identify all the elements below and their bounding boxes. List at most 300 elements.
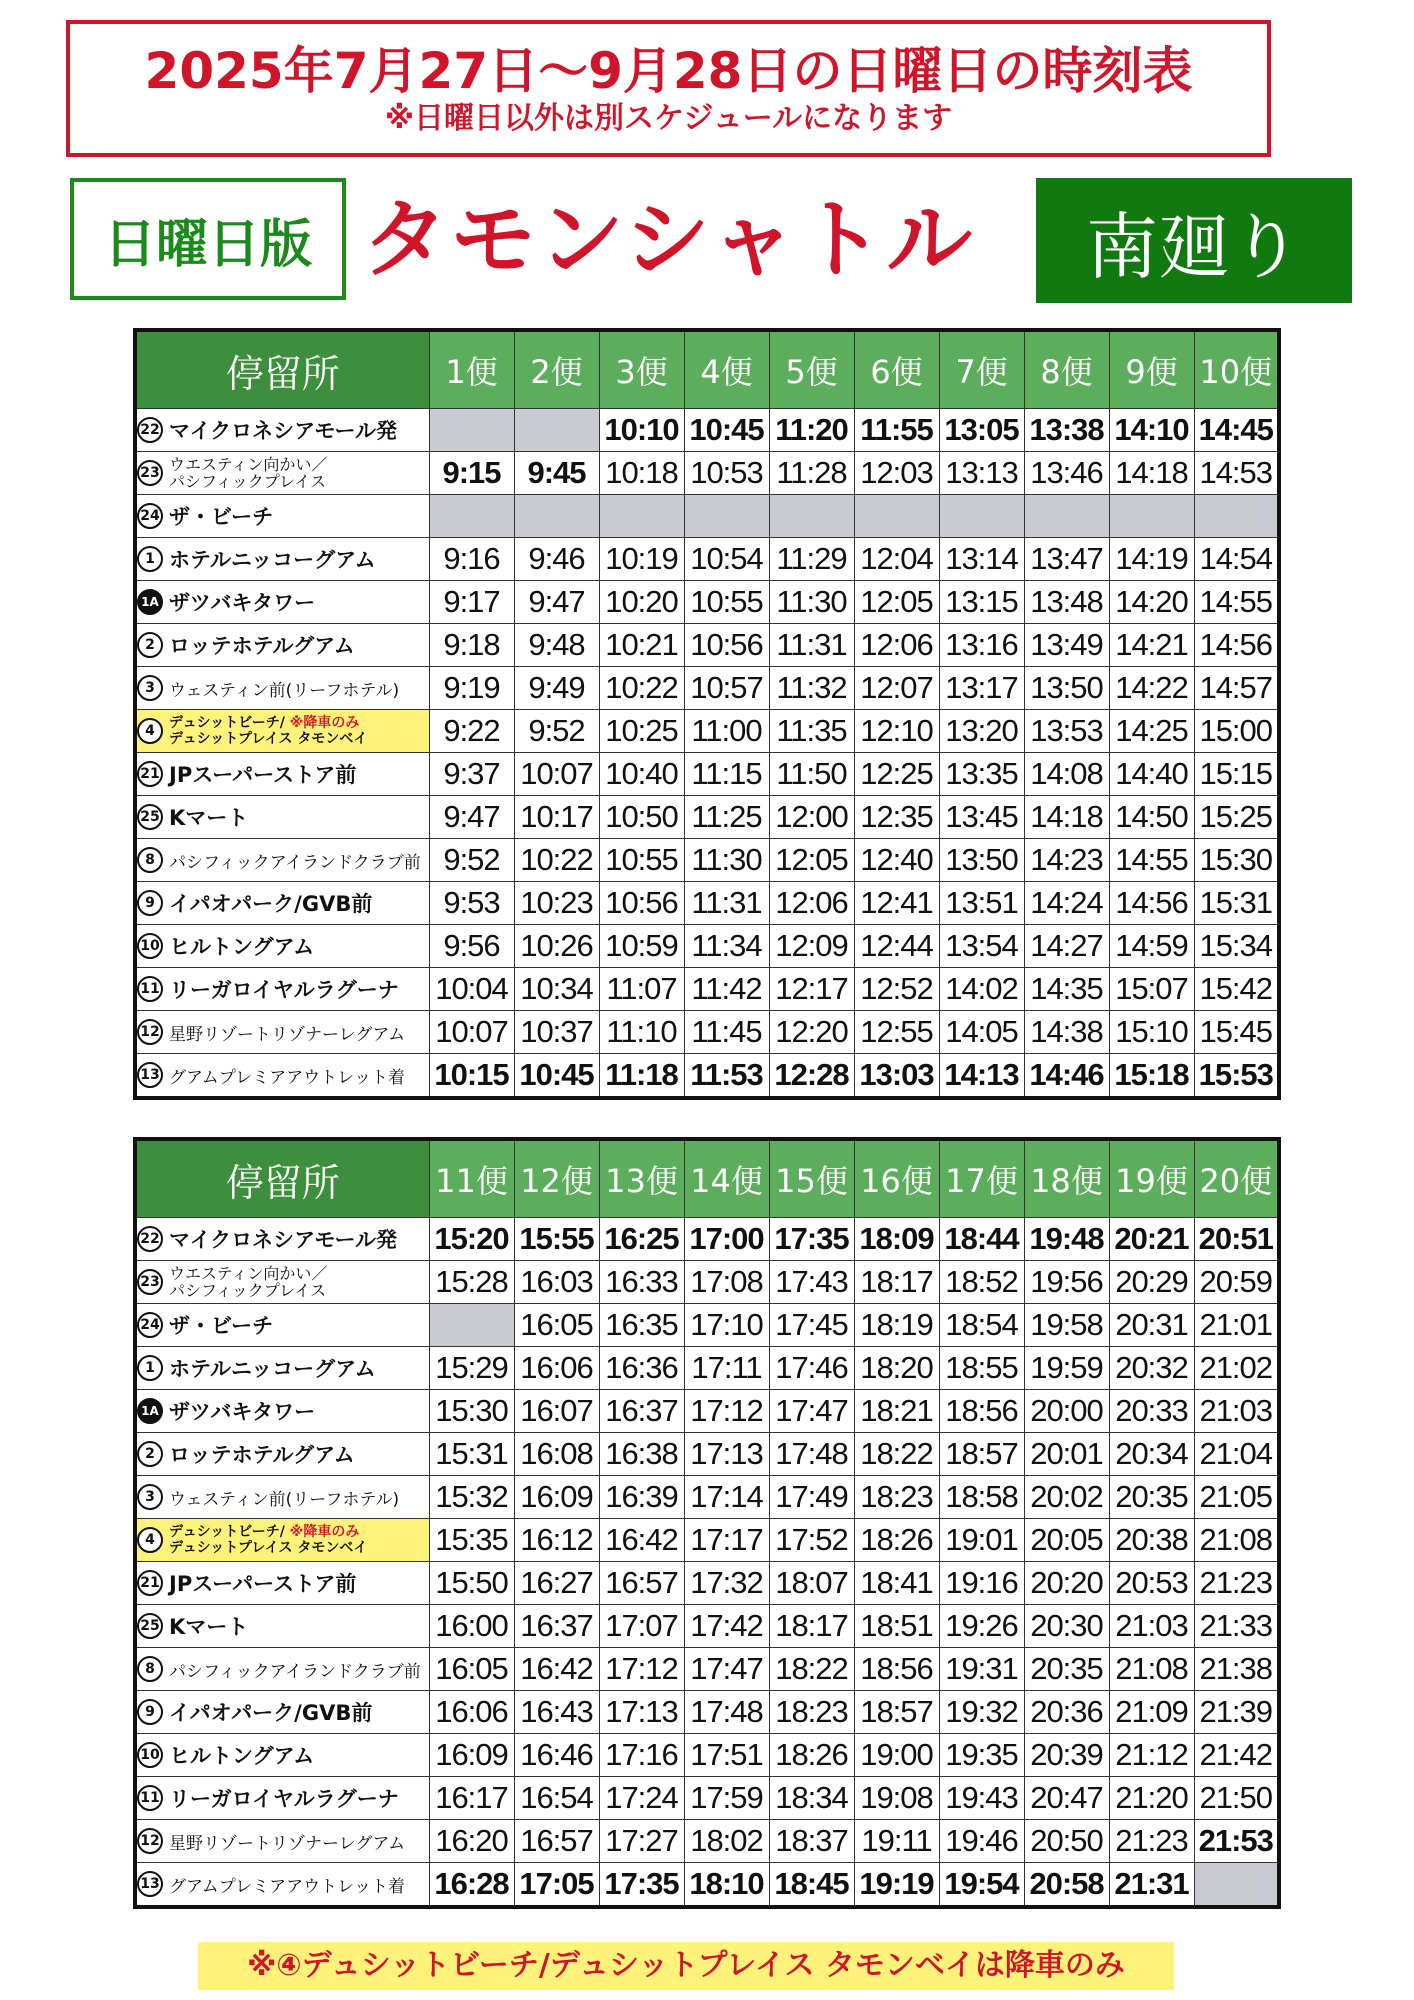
table-row [135,753,1279,796]
departure-time-cell: 18:45 [769,1863,854,1908]
stop-name-label: マイクロネシアモール発 [169,419,398,443]
departure-time-cell: 9:37 [429,753,514,796]
departure-time-cell: 15:18 [1109,1054,1194,1099]
stop-number-badge: 8 [137,1656,163,1682]
departure-time-cell [769,495,854,538]
departure-time-cell: 11:30 [684,839,769,882]
departure-time-cell: 17:14 [684,1476,769,1519]
stop-name-cell [135,1734,429,1777]
departure-time-cell: 13:17 [939,667,1024,710]
departure-time-cell: 9:53 [429,882,514,925]
stop-name-label: イパオパーク/GVB前 [169,892,373,916]
stop-name-label: Kマート [169,1615,249,1639]
trip-column-header: 16便 [854,1139,939,1218]
departure-time-cell: 14:54 [1194,538,1279,581]
trip-column-header: 18便 [1024,1139,1109,1218]
departure-time-cell: 14:45 [1194,409,1279,452]
stop-name-label: パシフィックアイランドクラブ前 [169,852,421,873]
stop-number-badge: 4 [137,718,163,744]
departure-time-cell: 12:35 [854,796,939,839]
stop-number-badge: 24 [137,1312,163,1338]
timetable-2 [133,1137,1281,1909]
departure-time-cell: 17:49 [769,1476,854,1519]
departure-time-cell: 20:32 [1109,1347,1194,1390]
departure-time-cell: 21:12 [1109,1734,1194,1777]
departure-time-cell: 10:26 [514,925,599,968]
departure-time-cell: 18:26 [854,1519,939,1562]
stop-name-cell [135,538,429,581]
departure-time-cell: 14:56 [1194,624,1279,667]
stop-name-label: ウェスティン前(リーフホテル) [169,680,400,701]
stop-number-badge: 8 [137,847,163,873]
departure-time-cell: 12:10 [854,710,939,753]
stop-number-badge: 1 [137,546,163,572]
departure-time-cell: 16:43 [514,1691,599,1734]
stop-number-badge: 13 [137,1871,163,1897]
departure-time-cell [514,495,599,538]
departure-time-cell: 15:00 [1194,710,1279,753]
stop-name-label: ザツバキタワー [169,1400,316,1424]
departure-time-cell: 21:20 [1109,1777,1194,1820]
departure-time-cell: 10:40 [599,753,684,796]
departure-time-cell: 17:48 [769,1433,854,1476]
departure-time-cell: 12:20 [769,1011,854,1054]
stop-name-cell [135,1605,429,1648]
departure-time-cell: 17:51 [684,1734,769,1777]
departure-time-cell: 17:13 [599,1691,684,1734]
departure-time-cell: 12:28 [769,1054,854,1099]
footer-note: ※④デュシットビーチ/デュシットプレイス タモンベイは降車のみ [198,1942,1174,1990]
route-badge: 南廻り [1036,178,1352,303]
departure-time-cell: 11:07 [599,968,684,1011]
stop-name-label: ホテルニッコーグアム [169,1357,376,1381]
departure-time-cell: 12:52 [854,968,939,1011]
departure-time-cell: 18:51 [854,1605,939,1648]
departure-time-cell: 20:39 [1024,1734,1109,1777]
departure-time-cell: 14:57 [1194,667,1279,710]
stop-number-badge: 10 [137,933,163,959]
table-row [135,1304,1279,1347]
departure-time-cell: 19:35 [939,1734,1024,1777]
departure-time-cell: 16:12 [514,1519,599,1562]
stop-name-cell [135,1261,429,1304]
table-row [135,1390,1279,1433]
departure-time-cell: 12:44 [854,925,939,968]
departure-time-cell: 11:20 [769,409,854,452]
table-row [135,882,1279,925]
departure-time-cell: 18:58 [939,1476,1024,1519]
departure-time-cell: 11:34 [684,925,769,968]
stop-number-badge: 2 [137,632,163,658]
departure-time-cell: 15:45 [1194,1011,1279,1054]
departure-time-cell: 14:24 [1024,882,1109,925]
departure-time-cell: 20:21 [1109,1218,1194,1261]
departure-time-cell: 10:18 [599,452,684,495]
departure-time-cell: 11:55 [854,409,939,452]
departure-time-cell: 9:47 [429,796,514,839]
stop-name-label: Kマート [169,806,249,830]
departure-time-cell: 16:33 [599,1261,684,1304]
departure-time-cell: 16:06 [429,1691,514,1734]
stop-number-badge: 3 [137,1484,163,1510]
departure-time-cell: 10:17 [514,796,599,839]
departure-time-cell: 20:58 [1024,1863,1109,1908]
departure-time-cell: 11:35 [769,710,854,753]
departure-time-cell: 18:21 [854,1390,939,1433]
table-row [135,1734,1279,1777]
departure-time-cell: 21:03 [1194,1390,1279,1433]
departure-time-cell: 12:25 [854,753,939,796]
stop-name-cell [135,1648,429,1691]
trip-column-header: 20便 [1194,1139,1279,1218]
departure-time-cell: 20:33 [1109,1390,1194,1433]
departure-time-cell: 16:20 [429,1820,514,1863]
stop-number-badge: 1A [137,1398,163,1424]
departure-time-cell: 16:27 [514,1562,599,1605]
departure-time-cell: 18:34 [769,1777,854,1820]
departure-time-cell: 13:20 [939,710,1024,753]
departure-time-cell: 11:32 [769,667,854,710]
departure-time-cell: 18:17 [854,1261,939,1304]
stop-name-label: ロッテホテルグアム [169,1443,355,1467]
departure-time-cell: 18:09 [854,1218,939,1261]
stop-number-badge: 24 [137,503,163,529]
departure-time-cell: 15:50 [429,1562,514,1605]
schedule-period-title: 2025年7月27日～9月28日の日曜日の時刻表 [144,42,1193,100]
departure-time-cell: 10:55 [684,581,769,624]
table-row [135,1519,1279,1562]
departure-time-cell: 14:40 [1109,753,1194,796]
trip-column-header: 4便 [684,330,769,409]
departure-time-cell: 10:56 [599,882,684,925]
departure-time-cell [514,409,599,452]
trip-column-header: 14便 [684,1139,769,1218]
departure-time-cell: 16:57 [514,1820,599,1863]
stop-number-badge: 23 [137,1269,163,1295]
table-row [135,667,1279,710]
departure-time-cell: 19:19 [854,1863,939,1908]
departure-time-cell: 15:29 [429,1347,514,1390]
departure-time-cell: 13:35 [939,753,1024,796]
departure-time-cell: 15:35 [429,1519,514,1562]
departure-time-cell: 12:06 [854,624,939,667]
departure-time-cell [429,495,514,538]
stop-name-label: 星野リゾートリゾナーレグアム [169,1024,406,1045]
departure-time-cell: 12:03 [854,452,939,495]
departure-time-cell: 15:10 [1109,1011,1194,1054]
departure-time-cell: 14:59 [1109,925,1194,968]
table-row [135,925,1279,968]
departure-time-cell: 16:25 [599,1218,684,1261]
departure-time-cell: 18:19 [854,1304,939,1347]
stop-name-cell [135,753,429,796]
stop-name-line2: パシフィックプレイス [169,1281,327,1300]
table-row [135,1011,1279,1054]
departure-time-cell: 9:19 [429,667,514,710]
stop-column-header: 停留所 [135,330,429,409]
departure-time-cell: 18:02 [684,1820,769,1863]
stop-name-line1: ウエスティン向かい／ [169,455,328,474]
departure-time-cell: 17:35 [769,1218,854,1261]
stop-name-cell [135,1691,429,1734]
stop-name-cell [135,409,429,452]
trip-column-header: 9便 [1109,330,1194,409]
stop-number-badge: 1 [137,1355,163,1381]
trip-column-header: 8便 [1024,330,1109,409]
table-row [135,839,1279,882]
departure-time-cell: 16:09 [429,1734,514,1777]
departure-time-cell: 17:52 [769,1519,854,1562]
departure-time-cell [1194,1863,1279,1908]
departure-time-cell: 19:16 [939,1562,1024,1605]
departure-time-cell: 14:19 [1109,538,1194,581]
departure-time-cell: 19:01 [939,1519,1024,1562]
table-row [135,1863,1279,1908]
stop-name-cell [135,1347,429,1390]
stop-name-cell [135,1011,429,1054]
departure-time-cell: 14:13 [939,1054,1024,1099]
departure-time-cell: 17:47 [684,1648,769,1691]
departure-time-cell [429,409,514,452]
trip-column-header: 2便 [514,330,599,409]
departure-time-cell: 15:31 [429,1433,514,1476]
departure-time-cell: 15:30 [1194,839,1279,882]
trip-column-header: 17便 [939,1139,1024,1218]
departure-time-cell: 14:23 [1024,839,1109,882]
departure-time-cell: 21:31 [1109,1863,1194,1908]
departure-time-cell: 21:01 [1194,1304,1279,1347]
departure-time-cell: 20:02 [1024,1476,1109,1519]
departure-time-cell: 20:51 [1194,1218,1279,1261]
departure-time-cell: 16:42 [599,1519,684,1562]
stop-name-line2: パシフィックプレイス [169,472,327,491]
departure-time-cell: 15:32 [429,1476,514,1519]
departure-time-cell: 14:38 [1024,1011,1109,1054]
departure-time-cell: 10:34 [514,968,599,1011]
departure-time-cell: 19:58 [1024,1304,1109,1347]
stop-name-label: ロッテホテルグアム [169,634,355,658]
departure-time-cell: 15:30 [429,1390,514,1433]
stop-number-badge: 3 [137,675,163,701]
table-row [135,1054,1279,1099]
stop-name-label: グアムプレミアアウトレット着 [169,1876,405,1897]
departure-time-cell: 11:15 [684,753,769,796]
departure-time-cell: 10:25 [599,710,684,753]
departure-time-cell: 13:54 [939,925,1024,968]
departure-time-cell [854,495,939,538]
trip-column-header: 11便 [429,1139,514,1218]
departure-time-cell: 14:18 [1109,452,1194,495]
table-row [135,1218,1279,1261]
stop-name-label: 星野リゾートリゾナーレグアム [169,1833,406,1854]
departure-time-cell: 17:11 [684,1347,769,1390]
departure-time-cell: 10:50 [599,796,684,839]
departure-time-cell: 9:18 [429,624,514,667]
stop-name-cell [135,710,429,753]
departure-time-cell: 10:20 [599,581,684,624]
stop-number-badge: 25 [137,804,163,830]
departure-time-cell: 12:06 [769,882,854,925]
departure-time-cell: 15:15 [1194,753,1279,796]
departure-time-cell: 11:29 [769,538,854,581]
stop-name-label: ヒルトングアム [169,1744,315,1768]
departure-time-cell: 17:12 [599,1648,684,1691]
departure-time-cell: 17:35 [599,1863,684,1908]
edition-badge: 日曜日版 [70,178,346,300]
stop-name-cell [135,1562,429,1605]
departure-time-cell: 13:51 [939,882,1024,925]
stop-name-label: ヒルトングアム [169,935,315,959]
departure-time-cell: 16:09 [514,1476,599,1519]
departure-time-cell: 9:47 [514,581,599,624]
departure-time-cell: 14:05 [939,1011,1024,1054]
departure-time-cell: 13:47 [1024,538,1109,581]
departure-time-cell: 16:05 [429,1648,514,1691]
stop-number-badge: 25 [137,1613,163,1639]
departure-time-cell: 10:22 [514,839,599,882]
departure-time-cell: 16:37 [599,1390,684,1433]
departure-time-cell: 17:16 [599,1734,684,1777]
departure-time-cell: 10:57 [684,667,769,710]
departure-time-cell: 9:49 [514,667,599,710]
departure-time-cell: 21:02 [1194,1347,1279,1390]
departure-time-cell: 20:35 [1109,1476,1194,1519]
departure-time-cell: 11:53 [684,1054,769,1099]
departure-time-cell: 15:34 [1194,925,1279,968]
stop-number-badge: 1A [137,589,163,615]
departure-time-cell: 18:57 [854,1691,939,1734]
departure-time-cell: 13:50 [939,839,1024,882]
schedule-period-box [66,20,1271,157]
departure-time-cell: 17:59 [684,1777,769,1820]
departure-time-cell: 14:55 [1194,581,1279,624]
departure-time-cell: 21:23 [1109,1820,1194,1863]
departure-time-cell: 14:50 [1109,796,1194,839]
departure-time-cell: 20:05 [1024,1519,1109,1562]
table-row [135,796,1279,839]
table-row [135,1261,1279,1304]
departure-time-cell: 19:56 [1024,1261,1109,1304]
stop-name-label: ザツバキタワー [169,591,316,615]
departure-time-cell: 14:20 [1109,581,1194,624]
departure-time-cell: 16:57 [599,1562,684,1605]
departure-time-cell: 20:00 [1024,1390,1109,1433]
table-row [135,1476,1279,1519]
stop-name-cell [135,624,429,667]
departure-time-cell: 20:20 [1024,1562,1109,1605]
departure-time-cell: 12:55 [854,1011,939,1054]
departure-time-cell: 10:37 [514,1011,599,1054]
departure-time-cell: 21:38 [1194,1648,1279,1691]
table-row [135,710,1279,753]
trip-column-header: 19便 [1109,1139,1194,1218]
departure-time-cell: 18:07 [769,1562,854,1605]
departure-time-cell: 15:53 [1194,1054,1279,1099]
departure-time-cell: 16:17 [429,1777,514,1820]
departure-time-cell: 11:00 [684,710,769,753]
table-row [135,538,1279,581]
stop-name-cell [135,1218,429,1261]
stop-column-header: 停留所 [135,1139,429,1218]
departure-time-cell: 15:42 [1194,968,1279,1011]
departure-time-cell: 17:24 [599,1777,684,1820]
stop-name-label: リーガロイヤルラグーナ [169,1787,399,1811]
departure-time-cell: 9:16 [429,538,514,581]
trip-column-header: 5便 [769,330,854,409]
departure-time-cell: 12:17 [769,968,854,1011]
departure-time-cell: 18:44 [939,1218,1024,1261]
departure-time-cell: 9:48 [514,624,599,667]
departure-time-cell: 21:23 [1194,1562,1279,1605]
stop-name-cell [135,1054,429,1099]
stop-name-cell [135,839,429,882]
table-row [135,452,1279,495]
departure-time-cell: 11:18 [599,1054,684,1099]
stop-number-badge: 9 [137,1699,163,1725]
departure-time-cell: 19:48 [1024,1218,1109,1261]
departure-time-cell: 10:21 [599,624,684,667]
stop-number-badge: 2 [137,1441,163,1467]
departure-time-cell: 13:45 [939,796,1024,839]
departure-time-cell: 18:57 [939,1433,1024,1476]
table-row [135,624,1279,667]
table-row [135,1777,1279,1820]
departure-time-cell: 14:22 [1109,667,1194,710]
stop-number-badge: 13 [137,1062,163,1088]
departure-time-cell: 17:45 [769,1304,854,1347]
trip-column-header: 15便 [769,1139,854,1218]
departure-time-cell: 20:34 [1109,1433,1194,1476]
departure-time-cell: 19:59 [1024,1347,1109,1390]
departure-time-cell: 20:30 [1024,1605,1109,1648]
trip-column-header: 3便 [599,330,684,409]
departure-time-cell: 14:21 [1109,624,1194,667]
stop-name-label: ザ・ビーチ [169,1314,274,1338]
departure-time-cell: 10:19 [599,538,684,581]
trip-column-header: 12便 [514,1139,599,1218]
departure-time-cell: 19:54 [939,1863,1024,1908]
departure-time-cell: 21:08 [1109,1648,1194,1691]
departure-time-cell [684,495,769,538]
departure-time-cell: 19:11 [854,1820,939,1863]
stop-name-cell [135,452,429,495]
departure-time-cell: 21:04 [1194,1433,1279,1476]
stop-name-cell [135,882,429,925]
departure-time-cell: 16:42 [514,1648,599,1691]
schedule-period-note: ※日曜日以外は別スケジュールになります [384,101,953,136]
departure-time-cell: 18:37 [769,1820,854,1863]
departure-time-cell: 11:10 [599,1011,684,1054]
stop-name-label: ザ・ビーチ [169,505,274,529]
departure-time-cell: 10:07 [429,1011,514,1054]
drop-off-only-note: ※降車のみ [289,1524,360,1540]
departure-time-cell: 17:32 [684,1562,769,1605]
departure-time-cell: 14:02 [939,968,1024,1011]
departure-time-cell: 15:25 [1194,796,1279,839]
stop-number-badge: 21 [137,1570,163,1596]
departure-time-cell: 20:38 [1109,1519,1194,1562]
departure-time-cell [1109,495,1194,538]
departure-time-cell: 16:05 [514,1304,599,1347]
stop-name-line1: デュシットビーチ/ [169,1524,285,1540]
stop-name-cell [135,1777,429,1820]
departure-time-cell: 10:23 [514,882,599,925]
departure-time-cell: 18:56 [939,1390,1024,1433]
departure-time-cell: 21:42 [1194,1734,1279,1777]
departure-time-cell: 19:26 [939,1605,1024,1648]
departure-time-cell: 17:08 [684,1261,769,1304]
departure-time-cell: 18:10 [684,1863,769,1908]
